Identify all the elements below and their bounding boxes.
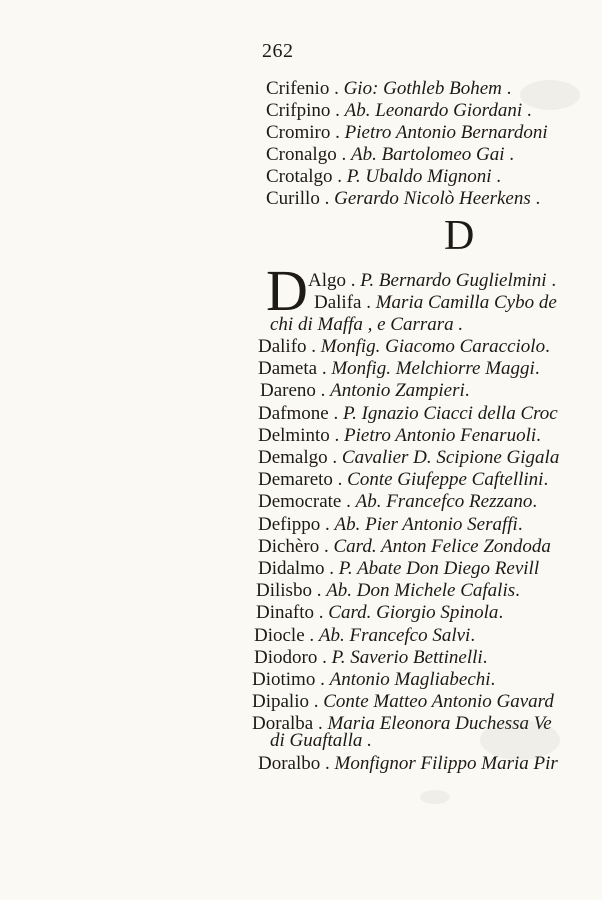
real-name: Conte Matteo Antonio Gavard — [323, 691, 554, 712]
separator: . — [304, 625, 319, 646]
real-name: Ab. Bartolomeo Gai — [350, 144, 505, 165]
entry-tail: . — [509, 144, 515, 165]
paper-smudge — [420, 790, 450, 804]
list-item — [260, 380, 470, 402]
separator: . — [317, 358, 332, 379]
separator: . — [327, 447, 342, 468]
separator: . — [313, 713, 328, 734]
pseudonym: Crifenio — [266, 78, 330, 99]
drop-cap: D — [266, 258, 308, 323]
list-item — [258, 469, 548, 491]
separator: . — [329, 425, 345, 446]
pseudonym: Democrate — [258, 491, 342, 512]
list-item — [254, 647, 487, 669]
separator: . — [306, 336, 321, 357]
list-item — [256, 602, 503, 624]
page-number: 262 — [262, 40, 294, 62]
separator: . — [314, 602, 329, 623]
pseudonym: Dareno — [260, 380, 316, 401]
entry-tail: . — [506, 78, 512, 99]
separator: . — [341, 144, 351, 165]
entry-tail: . — [534, 358, 540, 379]
real-name: Pietro Antonio Bernardoni — [344, 122, 548, 143]
list-item — [258, 425, 541, 447]
entry-tail: . — [517, 514, 523, 535]
entry-tail: . — [470, 625, 476, 646]
real-name: Maria Eleonora Duchessa Ve — [327, 713, 552, 734]
section-heading: D — [444, 213, 475, 259]
real-name: Gio: Gothleb Bohem — [343, 78, 502, 99]
entry-tail: . — [526, 100, 532, 121]
separator: . — [332, 469, 348, 490]
pseudonym: Cronalgo — [266, 144, 337, 165]
list-item — [258, 403, 558, 425]
list-item — [258, 336, 550, 358]
list-item — [258, 358, 540, 380]
entry-tail: . — [498, 602, 504, 623]
real-name: Ab. Don Michele Cafalis — [326, 580, 516, 601]
separator: . — [317, 647, 332, 668]
pseudonym: Crotalgo — [266, 166, 333, 187]
separator: . — [315, 380, 331, 401]
separator: . — [319, 536, 334, 557]
real-name: Gerardo Nicolò Heerkens — [334, 188, 531, 209]
entry-continuation: chi di Maffa , e Carrara . — [270, 314, 464, 335]
separator: . — [328, 403, 343, 424]
pseudonym: Cromiro — [266, 122, 331, 143]
list-item — [314, 292, 557, 314]
separator: . — [325, 753, 335, 774]
real-name: Card. Giorgio Spinola — [328, 602, 499, 623]
separator: . — [334, 78, 344, 99]
list-item — [258, 491, 537, 513]
separator: . — [320, 514, 335, 535]
pseudonym: Dilisbo — [256, 580, 312, 601]
entry-tail: . — [490, 669, 496, 690]
real-name: P. Saverio Bettinelli — [331, 647, 483, 668]
pseudonym: Dameta — [258, 358, 318, 379]
real-name: Monfignor Filippo Maria Pir — [334, 753, 558, 774]
real-name: Ab. Francefco Salvi — [318, 625, 471, 646]
separator: . — [337, 166, 347, 187]
real-name: P. Abate Don Diego Revill — [338, 558, 540, 579]
list-item — [266, 78, 511, 100]
list-item — [266, 144, 514, 166]
pseudonym: Dinafto — [256, 602, 315, 623]
list-item — [252, 691, 554, 713]
list-item — [258, 514, 523, 536]
pseudonym: Crifpino — [266, 100, 331, 121]
entry-tail: . — [532, 491, 538, 512]
separator: . — [366, 292, 376, 313]
entry-tail: . — [482, 647, 488, 668]
pseudonym: Doralba — [252, 713, 314, 734]
list-item — [266, 122, 548, 144]
list-item — [266, 188, 540, 210]
pseudonym: Doralbo — [258, 753, 321, 774]
entry-tail: . — [545, 336, 550, 357]
real-name: Ab. Leonardo Giordani — [344, 100, 523, 121]
pseudonym: Dalifa — [314, 292, 362, 313]
entry-tail: . — [535, 188, 541, 209]
real-name: Monfig. Giacomo Caracciolo — [320, 336, 546, 357]
entry-tail: . — [551, 270, 557, 291]
separator: . — [311, 580, 327, 601]
real-name: Ab. Francefco Rezzano — [355, 491, 533, 512]
list-item — [308, 270, 556, 292]
entry-tail: . — [543, 469, 549, 490]
list-item — [266, 166, 501, 188]
real-name: Cavalier D. Scipione Gigala — [341, 447, 560, 468]
real-name: Antonio Magliabechi — [329, 669, 491, 690]
real-name: Antonio Zampieri — [330, 380, 465, 401]
paper-smudge — [480, 720, 560, 760]
pseudonym: Delminto — [258, 425, 330, 446]
entry-tail: . — [515, 580, 520, 601]
real-name: Card. Anton Felice Zondoda — [333, 536, 551, 557]
real-name: Monfig. Melchiorre Maggi — [331, 358, 535, 379]
separator: . — [350, 270, 361, 291]
separator: . — [341, 491, 356, 512]
pseudonym: Diocle — [254, 625, 305, 646]
separator: . — [315, 669, 330, 690]
real-name: Maria Camilla Cybo de — [375, 292, 557, 313]
list-item — [254, 625, 475, 647]
entry-tail: . — [464, 380, 470, 401]
real-name: Conte Giufeppe Caftellini — [347, 469, 544, 490]
entry-tail: . — [496, 166, 502, 187]
separator: . — [309, 691, 324, 712]
separator: . — [335, 122, 345, 143]
pseudonym: Dafmone — [258, 403, 329, 424]
separator: . — [335, 100, 345, 121]
list-item — [258, 536, 551, 558]
list-item — [252, 669, 495, 691]
pseudonym: Demalgo — [258, 447, 328, 468]
real-name: P. Bernardo Guglielmini — [360, 270, 547, 291]
real-name: Ab. Pier Antonio Seraffi — [334, 514, 518, 535]
list-item — [258, 558, 539, 580]
pseudonym: Dipalio — [252, 691, 309, 712]
list-item — [256, 580, 520, 602]
pseudonym: Dichèro — [258, 536, 320, 557]
real-name: P. Ignazio Ciacci della Croc — [342, 403, 558, 424]
pseudonym-rest: Algo — [308, 270, 346, 291]
entry-continuation: di Guaftalla . — [270, 730, 372, 751]
paper-smudge — [520, 80, 580, 110]
real-name: Pietro Antonio Fenaruoli — [344, 425, 537, 446]
pseudonym: Curillo — [266, 188, 320, 209]
real-name: P. Ubaldo Mignoni — [346, 166, 492, 187]
pseudonym: Demareto — [258, 469, 333, 490]
pseudonym: Didalmo — [258, 558, 325, 579]
pseudonym: Diodoro — [254, 647, 318, 668]
separator: . — [324, 558, 339, 579]
entry-tail: . — [536, 425, 541, 446]
pseudonym: Diotimo — [252, 669, 316, 690]
list-item — [266, 100, 532, 122]
list-item — [258, 447, 559, 469]
pseudonym: Defippo — [258, 514, 321, 535]
separator: . — [324, 188, 335, 209]
pseudonym: Dalifo — [258, 336, 307, 357]
